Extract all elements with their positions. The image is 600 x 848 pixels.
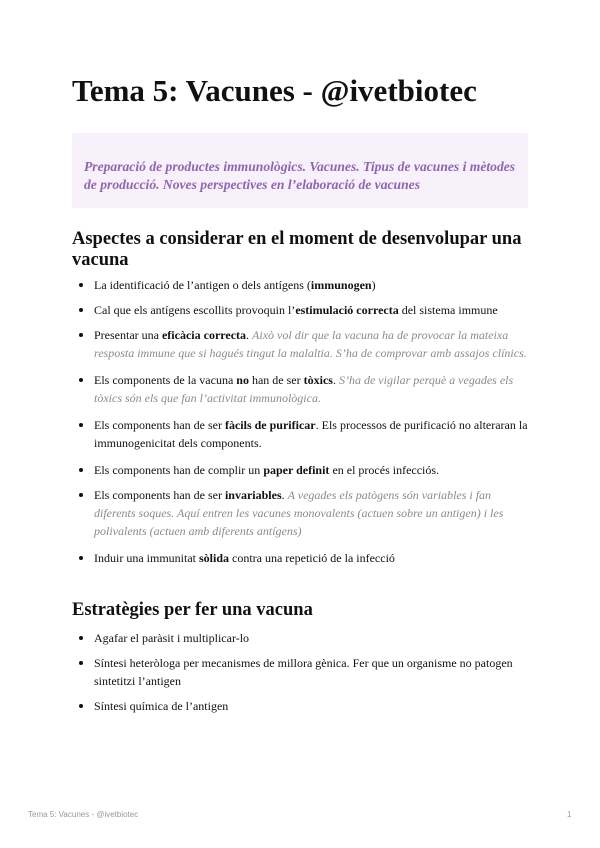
section-heading-strategies: Estratègies per fer una vacuna	[72, 600, 313, 620]
list-item: Els components de la vacuna no han de ser tòxics. S’ha de vigilar perquè a vegades els tòxics són els que fan l’activitat immunològica.	[72, 371, 528, 407]
section-heading-aspects: Aspectes a considerar en el moment de desenvolupar una vacuna	[72, 229, 522, 270]
footer-title: Tema 5: Vacunes - @ivetbiotec	[28, 810, 139, 819]
strategies-list	[72, 629, 528, 715]
callout-text: Preparació de productes immunològics. Vacunes. Tipus de vacunes i mètodes de producció. Noves perspectives en l’elaboració de vacunes	[84, 159, 516, 192]
page-number: 1	[567, 810, 572, 819]
page-title: Tema 5: Vacunes - @ivetbiotec	[72, 73, 477, 108]
list-item: Els components han de complir un paper definit en el procés infecciós.	[72, 461, 528, 479]
list-item: Cal que els antígens escollits provoquin l’estimulació correcta del sistema immune	[72, 301, 528, 319]
aspects-list	[72, 276, 528, 567]
list-item: La identificació de l’antigen o dels antígens (immunogen)	[72, 276, 528, 294]
list-item: Agafar el paràsit i multiplicar-lo	[72, 629, 528, 647]
list-item: Síntesi heteròloga per mecanismes de millora gènica. Fer que un organisme no patogen sintetitzi l’antigen	[72, 654, 528, 690]
list-item: Induir una immunitat sòlida contra una repetició de la infecció	[72, 549, 528, 567]
list-item: Síntesi química de l’antigen	[72, 697, 528, 715]
list-item: Els components han de ser fàcils de purificar. Els processos de purificació no alteraran la immunogenicitat dels components.	[72, 416, 528, 452]
list-item: Presentar una eficàcia correcta. Això vol dir que la vacuna ha de provocar la mateixa resposta immune que si hagués tingut la malaltia. S’ha de comprovar amb assajos clínics.	[72, 326, 528, 362]
callout-box	[72, 133, 528, 208]
list-item: Els components han de ser invariables. A vegades els patògens són variables i fan diferents soques. Aquí entren les vacunes monovalents (actuen sobre un antigen) i les polivalents (actuen amb diferents antígens)	[72, 486, 528, 540]
